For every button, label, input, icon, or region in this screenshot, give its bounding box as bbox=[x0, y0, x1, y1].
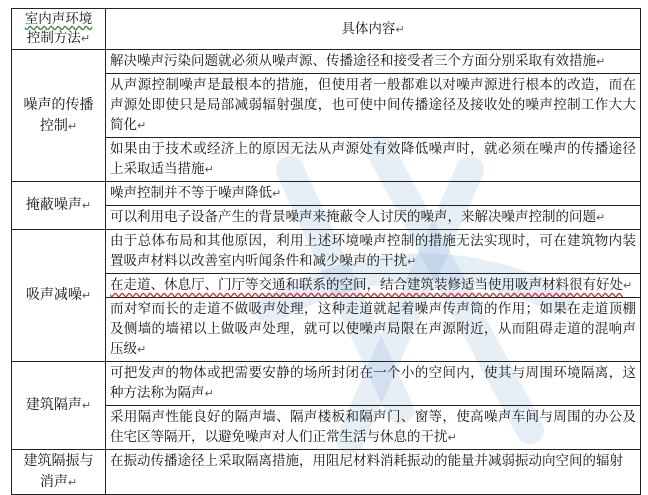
content-cell bbox=[106, 362, 641, 406]
content-cell bbox=[106, 450, 641, 495]
method-cell-absorption bbox=[12, 230, 106, 362]
content-text: 可以利用电子设备产生的背景噪声来掩蔽令人讨厌的噪声，来解决噪声控制的问题 bbox=[110, 209, 596, 225]
method-cell-propagation bbox=[12, 50, 106, 182]
content-text: 在走道、休息厅、门厅等交通和联系的空间，结合建筑装修适当使用吸声材料很有好处 bbox=[110, 277, 623, 293]
content-cell bbox=[106, 406, 641, 450]
paragraph-mark: ↵ bbox=[447, 431, 457, 444]
content-text: 噪声控制并不等于噪声降低 bbox=[110, 185, 272, 201]
table-header-row bbox=[12, 9, 641, 50]
paragraph-mark: ↵ bbox=[407, 255, 417, 268]
table-row bbox=[12, 206, 641, 230]
content-text: 从声源控制噪声是最根本的措施，但使用者一般都难以对噪声源进行根本的改造，而在声源处即使只是局部减弱辐射强度，也可使中间传播途径及接收处的噪声控制工作大大简化 bbox=[110, 77, 636, 133]
content-cell bbox=[106, 274, 641, 298]
paragraph-mark: ↵ bbox=[596, 211, 606, 224]
table-row bbox=[12, 50, 641, 74]
content-cell bbox=[106, 206, 641, 230]
header-content bbox=[106, 9, 641, 50]
header-method-line1: 室内声环境 bbox=[24, 11, 93, 27]
table-row bbox=[12, 362, 641, 406]
method-label: 建筑隔声 bbox=[25, 397, 82, 413]
paragraph-mark: ↵ bbox=[81, 199, 92, 212]
table-row bbox=[12, 230, 641, 274]
header-content-label: 具体内容 bbox=[341, 20, 396, 37]
table-row bbox=[12, 298, 641, 362]
table-row bbox=[12, 74, 641, 138]
paragraph-mark: ↵ bbox=[81, 399, 92, 412]
content-text: 如果由于技术或经济上的原因无法从声源处有效降低噪声时，就必须在噪声的传播途径上采取适当措施 bbox=[110, 141, 636, 177]
content-cell bbox=[106, 138, 641, 182]
noise-control-table bbox=[11, 8, 641, 495]
content-text: 采用隔声性能良好的隔声墙、隔声楼板和隔声门、窗等，使高噪声车间与周围的办公及住宅区等隔开，以避免噪声对人们正常生活与休息的干扰 bbox=[110, 409, 636, 445]
table-row bbox=[12, 450, 641, 495]
method-cell-insulation bbox=[12, 362, 106, 450]
method-cell-vibration bbox=[12, 450, 106, 495]
content-text: 在振动传播途径上采取隔离措施，用阻尼材料消耗振动的能量并减弱振动向空间的辐射 bbox=[110, 453, 623, 469]
method-label: 掩蔽噪声 bbox=[25, 197, 82, 213]
method-label-line1: 建筑隔振与 bbox=[23, 453, 94, 469]
method-label-line2: 控制 bbox=[39, 117, 68, 134]
content-cell bbox=[106, 182, 641, 206]
paragraph-mark: ↵ bbox=[137, 343, 147, 356]
content-cell bbox=[106, 230, 641, 274]
paragraph-mark: ↵ bbox=[67, 119, 78, 133]
method-label-line2: 消声 bbox=[39, 474, 68, 490]
method-label: 吸声减噪 bbox=[25, 287, 82, 303]
content-text: 解决噪声污染问题就必须从噪声源、传播途径和接受者三个方面分别采取有效措施 bbox=[110, 53, 596, 69]
paragraph-mark: ↵ bbox=[81, 289, 92, 302]
method-label-line1: 噪声的传播 bbox=[23, 96, 94, 113]
table-row bbox=[12, 274, 641, 298]
paragraph-mark: ↵ bbox=[204, 163, 214, 176]
table-row bbox=[12, 138, 641, 182]
paragraph-mark: ↵ bbox=[272, 187, 282, 200]
paragraph-mark: ↵ bbox=[137, 119, 147, 132]
paragraph-mark: ↵ bbox=[80, 32, 91, 45]
table-row bbox=[12, 406, 641, 450]
content-text: 由于总体布局和其他原因，利用上述环境噪声控制的措施无法实现时，可在建筑物内装置吸声材料以改善室内听闻条件和减少噪声的干扰 bbox=[110, 233, 636, 269]
table-row bbox=[12, 182, 641, 206]
method-cell-masking bbox=[12, 182, 106, 230]
content-cell bbox=[106, 74, 641, 138]
header-method bbox=[12, 9, 106, 50]
paragraph-mark: ↵ bbox=[204, 387, 214, 400]
paragraph-mark: ↵ bbox=[395, 22, 405, 36]
content-text: 而对窄而长的走道不做吸声处理，这种走道就起着噪声传声筒的作用；如果在走道顶棚及侧墙的墙裙以上做吸声处理，就可以使噪声局限在声源附近，从而阻碍走道的混响声压级 bbox=[110, 301, 636, 357]
content-text: 可把发声的物体或把需要安静的场所封闭在一个小的空间内，使其与周围环境隔离，这种方法称为隔声 bbox=[110, 365, 636, 401]
paragraph-mark: ↵ bbox=[623, 279, 633, 292]
content-cell bbox=[106, 50, 641, 74]
content-cell bbox=[106, 298, 641, 362]
paragraph-mark: ↵ bbox=[596, 55, 606, 68]
paragraph-mark: ↵ bbox=[67, 476, 78, 489]
header-method-line2: 控制方法 bbox=[26, 30, 81, 46]
